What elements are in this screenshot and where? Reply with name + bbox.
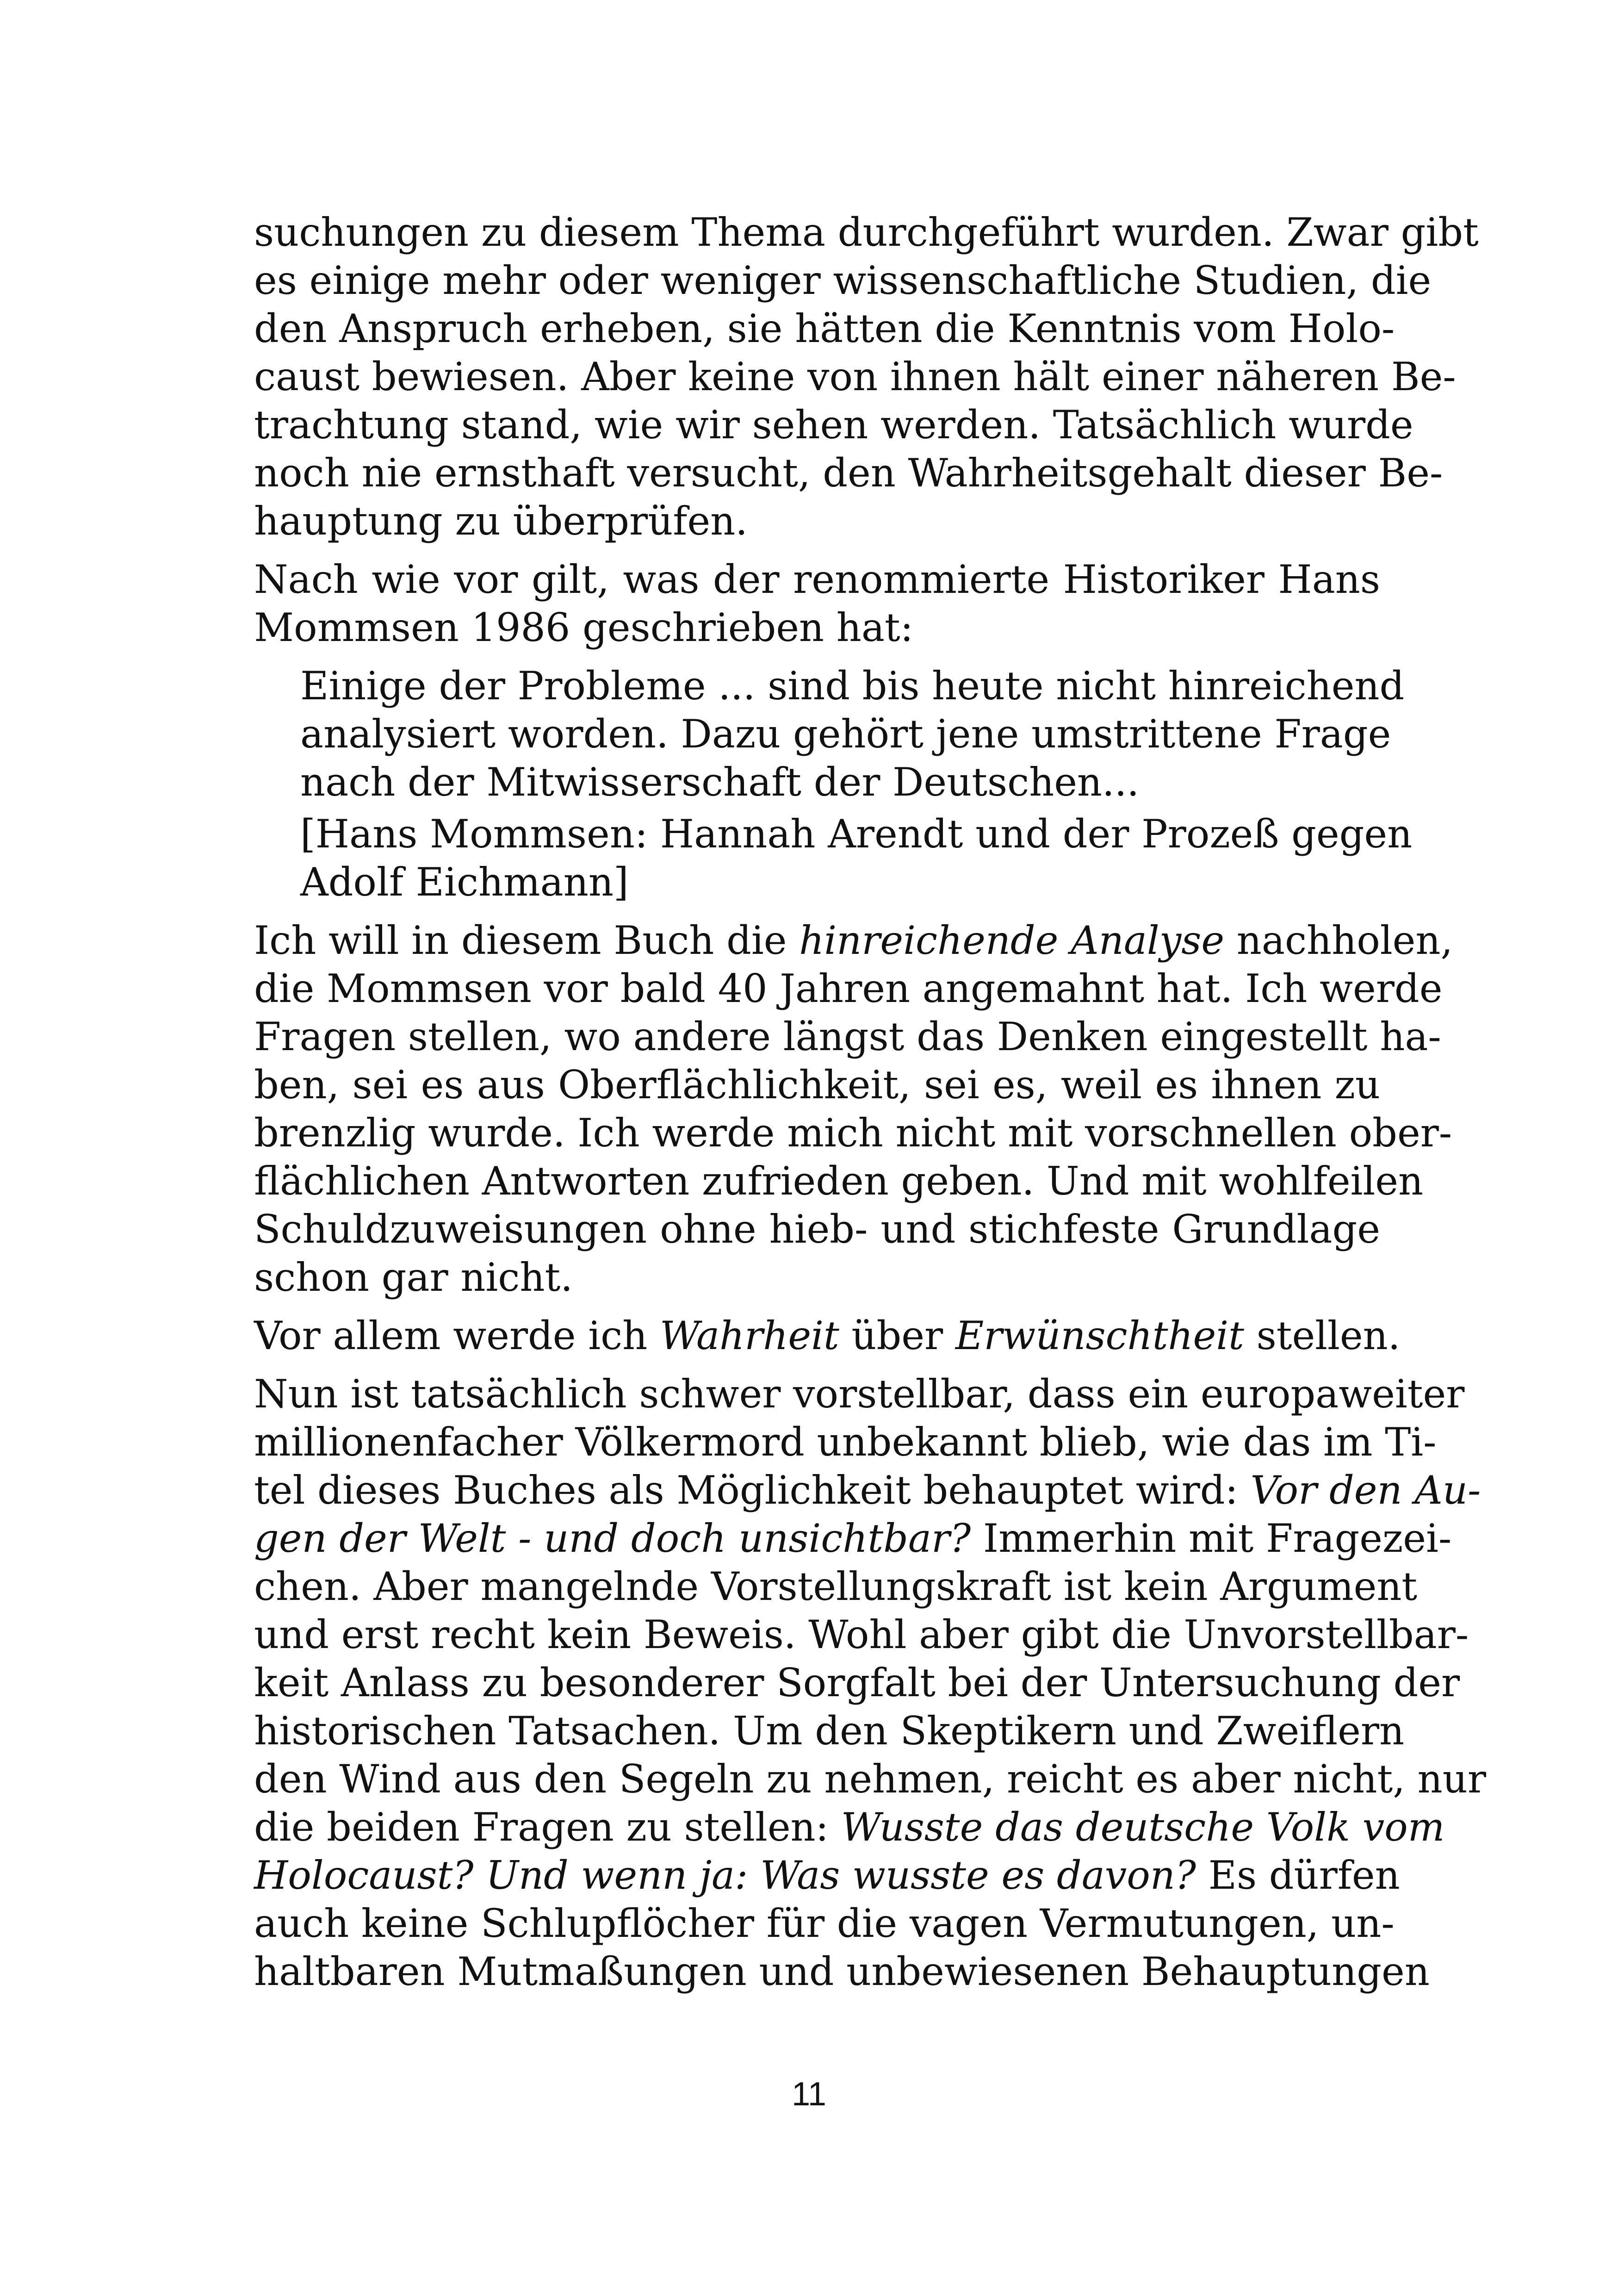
text-line: Schuldzuweisungen ohne hieb- und stichfeste Grundlage xyxy=(254,1207,1380,1252)
text-run: tel dieses Buches als Möglichkeit behauptet wird: xyxy=(254,1468,1251,1513)
text-line: die Mommsen vor bald 40 Jahren angemahnt hat. Ich werde xyxy=(254,966,1443,1011)
text-line xyxy=(254,1514,1452,1562)
text-run: die beiden Fragen zu stellen: xyxy=(254,1804,841,1850)
emphasis: Holocaust? Und wenn ja: Was wusste es davon? xyxy=(254,1853,1196,1898)
text-line: auch keine Schlupflöcher für die vagen Vermutungen, un- xyxy=(254,1901,1395,1946)
paragraph-2 xyxy=(254,555,1380,652)
text-line: chen. Aber mangelnde Vorstellungskraft ist kein Argument xyxy=(254,1564,1418,1609)
text-line: analysiert worden. Dazu gehört jene umstrittene Frage xyxy=(300,711,1391,757)
text-run: Ich will in diesem Buch die xyxy=(254,918,800,963)
block-quote xyxy=(300,662,1413,906)
text-line: trachtung stand, wie wir sehen werden. Tatsächlich wurde xyxy=(254,402,1413,448)
text-line: Nach wie vor gilt, was der renommierte Historiker Hans xyxy=(254,557,1380,602)
text-run: Es dürfen xyxy=(1196,1853,1400,1898)
text-line: millionenfacher Völkermord unbekannt blieb, wie das im Ti- xyxy=(254,1419,1437,1465)
text-line xyxy=(254,1466,1481,1514)
emphasis: Wahrheit xyxy=(659,1313,839,1358)
text-line xyxy=(254,916,1453,964)
text-line: Mommsen 1986 geschrieben hat: xyxy=(254,605,913,650)
text-line: nach der Mitwisserschaft der Deutschen... xyxy=(300,759,1140,805)
text-line: keit Anlass zu besonderer Sorgfalt bei der Untersuchung der xyxy=(254,1660,1460,1705)
text-line: es einige mehr oder weniger wissenschaftliche Studien, die xyxy=(254,258,1432,303)
text-line: Einige der Probleme ... sind bis heute nicht hinreichend xyxy=(300,663,1405,709)
text-line: caust bewiesen. Aber keine von ihnen hält einer näheren Be- xyxy=(254,354,1456,399)
page-number: 11 xyxy=(792,2076,826,2113)
paragraph-5 xyxy=(254,1370,1486,1996)
text-line: schon gar nicht. xyxy=(254,1255,573,1300)
paragraph-4 xyxy=(254,1312,1401,1360)
text-line: Adolf Eichmann] xyxy=(300,859,629,905)
emphasis: Erwünschtheit xyxy=(955,1313,1244,1358)
text-run: Immerhin mit Fragezei- xyxy=(971,1516,1452,1561)
quote-citation xyxy=(300,810,1413,906)
text-line: brenzlig wurde. Ich werde mich nicht mit vorschnellen ober- xyxy=(254,1110,1452,1156)
emphasis: Vor den Au- xyxy=(1250,1468,1481,1513)
text-line xyxy=(254,1803,1445,1851)
text-line: haltbaren Mutmaßungen und unbewiesenen Behauptungen xyxy=(254,1949,1430,1994)
text-line: [Hans Mommsen: Hannah Arendt und der Prozeß gegen xyxy=(300,811,1413,857)
quote-text xyxy=(300,662,1405,806)
text-line: historischen Tatsachen. Um den Skeptikern und Zweiflern xyxy=(254,1708,1405,1754)
paragraph-3 xyxy=(254,916,1453,1301)
text-run: über xyxy=(839,1313,955,1358)
emphasis: Wusste das deutsche Volk vom xyxy=(841,1804,1445,1850)
text-line: ben, sei es aus Oberflächlichkeit, sei es, weil es ihnen zu xyxy=(254,1062,1380,1108)
text-run: Vor allem werde ich xyxy=(254,1313,660,1358)
text-line: flächlichen Antworten zufrieden geben. Und mit wohlfeilen xyxy=(254,1158,1424,1204)
text-line: noch nie ernsthaft versucht, den Wahrheitsgehalt dieser Be- xyxy=(254,450,1443,496)
text-line: hauptung zu überprüfen. xyxy=(254,498,748,544)
body-text xyxy=(254,208,1486,2006)
text-line: suchungen zu diesem Thema durchgeführt wurden. Zwar gibt xyxy=(254,210,1479,255)
text-line: den Wind aus den Segeln zu nehmen, reicht es aber nicht, nur xyxy=(254,1756,1486,1802)
text-line: Fragen stellen, wo andere längst das Denken eingestellt ha- xyxy=(254,1014,1441,1059)
text-line xyxy=(254,1851,1400,1899)
emphasis: hinreichende Analyse xyxy=(799,918,1225,963)
text-run: nachholen, xyxy=(1224,918,1453,963)
text-line xyxy=(254,1312,1401,1360)
text-line: und erst recht kein Beweis. Wohl aber gibt die Unvorstellbar- xyxy=(254,1612,1469,1657)
text-run: stellen. xyxy=(1244,1313,1401,1358)
paragraph-1 xyxy=(254,208,1479,545)
emphasis: gen der Welt - und doch unsichtbar? xyxy=(254,1516,971,1561)
text-line: den Anspruch erheben, sie hätten die Kenntnis vom Holo- xyxy=(254,306,1395,351)
text-line: Nun ist tatsächlich schwer vorstellbar, dass ein europaweiter xyxy=(254,1371,1465,1417)
